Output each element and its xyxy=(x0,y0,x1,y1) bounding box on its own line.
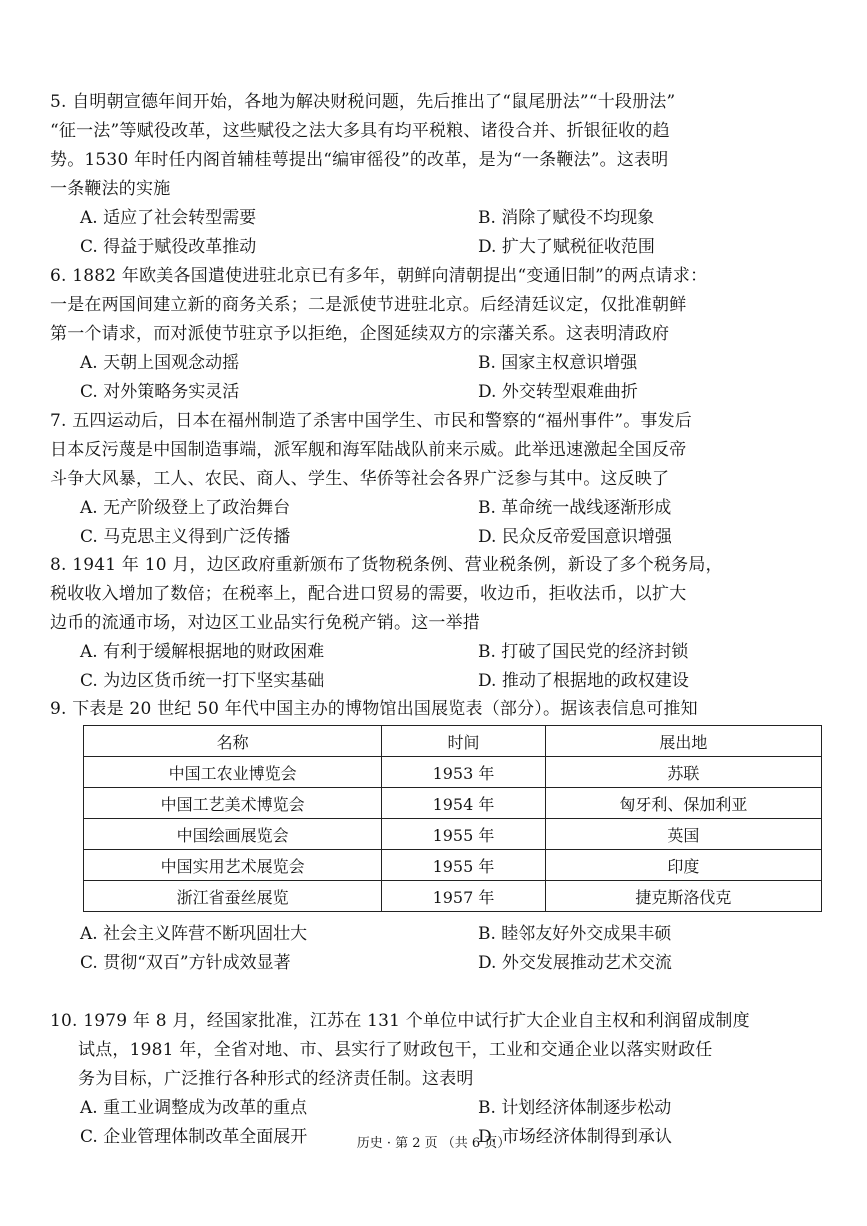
table-cell-venue: 匈牙利、保加利亚 xyxy=(545,788,821,819)
table-cell-name: 中国实用艺术展览会 xyxy=(84,850,382,881)
table-row xyxy=(84,850,822,881)
option-a[interactable]: A. 社会主义阵营不断巩固壮大 xyxy=(80,924,308,944)
table-row xyxy=(84,788,822,819)
question-10-options-row xyxy=(50,1094,830,1123)
table-cell-name: 中国工农业博览会 xyxy=(84,757,382,788)
table-cell-venue: 苏联 xyxy=(545,757,821,788)
table-cell-time: 1957 年 xyxy=(382,881,545,912)
question-5-stem-line: 一条鞭法的实施 xyxy=(50,179,171,199)
option-d[interactable]: D. 外交转型艰难曲折 xyxy=(478,382,638,402)
table-header-row xyxy=(84,726,822,757)
option-c[interactable]: C. 马克思主义得到广泛传播 xyxy=(80,527,291,547)
question-9-options xyxy=(50,920,830,978)
question-7-options-row xyxy=(50,494,830,523)
question-6 xyxy=(50,262,830,407)
question-8-stem-line: 税收收入增加了数倍；在税率上，配合进口贸易的需要，收边币，拒收法币，以扩大 xyxy=(50,584,687,604)
option-a[interactable]: A. 有利于缓解根据地的财政困难 xyxy=(80,642,325,662)
question-9-stem-line: 9. 下表是 20 世纪 50 年代中国主办的博物馆出国展览表（部分）。据该表信息可推知 xyxy=(50,699,698,719)
question-7 xyxy=(50,407,830,552)
question-6-options-row xyxy=(50,349,830,378)
question-7-stem-line: 日本反污蔑是中国制造事端，派军舰和海军陆战队前来示威。此举迅速激起全国反帝 xyxy=(50,440,687,460)
question-9-options-row xyxy=(50,949,830,978)
option-b[interactable]: B. 计划经济体制逐步松动 xyxy=(478,1098,672,1118)
question-8 xyxy=(50,551,830,696)
table-cell-time: 1955 年 xyxy=(382,819,545,850)
question-6-stem-line: 一是在两国间建立新的商务关系；二是派使节进驻北京。后经清廷议定，仅批准朝鲜 xyxy=(50,295,687,315)
table-header-venue: 展出地 xyxy=(545,726,821,757)
option-a[interactable]: A. 天朝上国观念动摇 xyxy=(80,353,240,373)
question-8-options-row xyxy=(50,667,830,696)
question-7-stem-line: 7. 五四运动后，日本在福州制造了杀害中国学生、市民和警察的“福州事件”。事发后 xyxy=(50,411,693,431)
option-c[interactable]: C. 为边区货币统一打下坚实基础 xyxy=(80,671,325,691)
table-cell-name: 中国绘画展览会 xyxy=(84,819,382,850)
question-7-options-row xyxy=(50,523,830,552)
option-a[interactable]: A. 无产阶级登上了政治舞台 xyxy=(80,498,291,518)
question-6-stem-line: 6. 1882 年欧美各国遣使进驻北京已有多年，朝鲜向清朝提出“变通旧制”的两点请求： xyxy=(50,266,708,286)
question-7-stem-line: 斗争大风暴，工人、农民、商人、学生、华侨等社会各界广泛参与其中。这反映了 xyxy=(50,469,670,489)
option-b[interactable]: B. 打破了国民党的经济封锁 xyxy=(478,642,689,662)
option-b[interactable]: B. 睦邻友好外交成果丰硕 xyxy=(478,924,672,944)
option-a[interactable]: A. 适应了社会转型需要 xyxy=(80,208,257,228)
question-8-stem-line: 边币的流通市场，对边区工业品实行免税产销。这一举措 xyxy=(50,613,480,633)
question-9-options-row xyxy=(50,920,830,949)
option-c[interactable]: C. 企业管理体制改革全面展开 xyxy=(80,1127,308,1147)
option-b[interactable]: B. 消除了赋役不均现象 xyxy=(478,208,655,228)
exhibition-table xyxy=(83,725,822,912)
question-10-stem-line: 10. 1979 年 8 月，经国家批准，江苏在 131 个单位中试行扩大企业自主权和利润留成制度 xyxy=(50,1011,750,1031)
table-row xyxy=(84,881,822,912)
question-5-stem-line: 势。1530 年时任内阁首辅桂萼提出“编审徭役”的改革，是为“一条鞭法”。这表明 xyxy=(50,150,669,170)
question-6-options-row xyxy=(50,378,830,407)
table-row xyxy=(84,757,822,788)
question-5-stem-line: 5. 自明朝宣德年间开始，各地为解决财税问题，先后推出了“鼠尾册法”“十段册法” xyxy=(50,92,676,112)
option-c[interactable]: C. 得益于赋役改革推动 xyxy=(80,237,257,257)
table-row xyxy=(84,819,822,850)
table-header-name: 名称 xyxy=(84,726,382,757)
question-5 xyxy=(50,88,830,262)
option-d[interactable]: D. 外交发展推动艺术交流 xyxy=(478,953,672,973)
table-cell-name: 中国工艺美术博览会 xyxy=(84,788,382,819)
question-6-stem-line: 第一个请求，而对派使节驻京予以拒绝，企图延续双方的宗藩关系。这表明清政府 xyxy=(50,324,670,344)
question-10 xyxy=(50,1007,830,1152)
option-d[interactable]: D. 市场经济体制得到承认 xyxy=(478,1127,672,1147)
question-10-stem-line: 试点，1981 年，全省对地、市、县实行了财政包干，工业和交通企业以落实财政任 xyxy=(78,1040,713,1060)
table-cell-venue: 英国 xyxy=(545,819,821,850)
table-cell-time: 1953 年 xyxy=(382,757,545,788)
question-9 xyxy=(50,695,830,724)
table-cell-name: 浙江省蚕丝展览 xyxy=(84,881,382,912)
question-5-options-row xyxy=(50,233,830,262)
question-5-options-row xyxy=(50,204,830,233)
question-8-stem-line: 8. 1941 年 10 月，边区政府重新颁布了货物税条例、营业税条例，新设了多个税务局， xyxy=(50,555,723,575)
option-c[interactable]: C. 对外策略务实灵活 xyxy=(80,382,240,402)
option-c[interactable]: C. 贯彻“双百”方针成效显著 xyxy=(80,953,291,973)
page-footer: 历史 · 第 2 页 （共 6 页） xyxy=(356,1136,511,1151)
table-cell-time: 1954 年 xyxy=(382,788,545,819)
option-a[interactable]: A. 重工业调整成为改革的重点 xyxy=(80,1098,308,1118)
question-8-options-row xyxy=(50,638,830,667)
table-header-time: 时间 xyxy=(382,726,545,757)
question-5-stem-line: “征一法”等赋役改革，这些赋役之法大多具有均平税粮、诸役合并、折银征收的趋 xyxy=(50,121,670,141)
question-10-stem-line: 务为目标，广泛推行各种形式的经济责任制。这表明 xyxy=(78,1069,474,1089)
option-d[interactable]: D. 民众反帝爱国意识增强 xyxy=(478,527,672,547)
option-b[interactable]: B. 革命统一战线逐渐形成 xyxy=(478,498,672,518)
option-b[interactable]: B. 国家主权意识增强 xyxy=(478,353,638,373)
table-cell-time: 1955 年 xyxy=(382,850,545,881)
table-cell-venue: 捷克斯洛伐克 xyxy=(545,881,821,912)
option-d[interactable]: D. 扩大了赋税征收范围 xyxy=(478,237,655,257)
option-d[interactable]: D. 推动了根据地的政权建设 xyxy=(478,671,689,691)
table-cell-venue: 印度 xyxy=(545,850,821,881)
